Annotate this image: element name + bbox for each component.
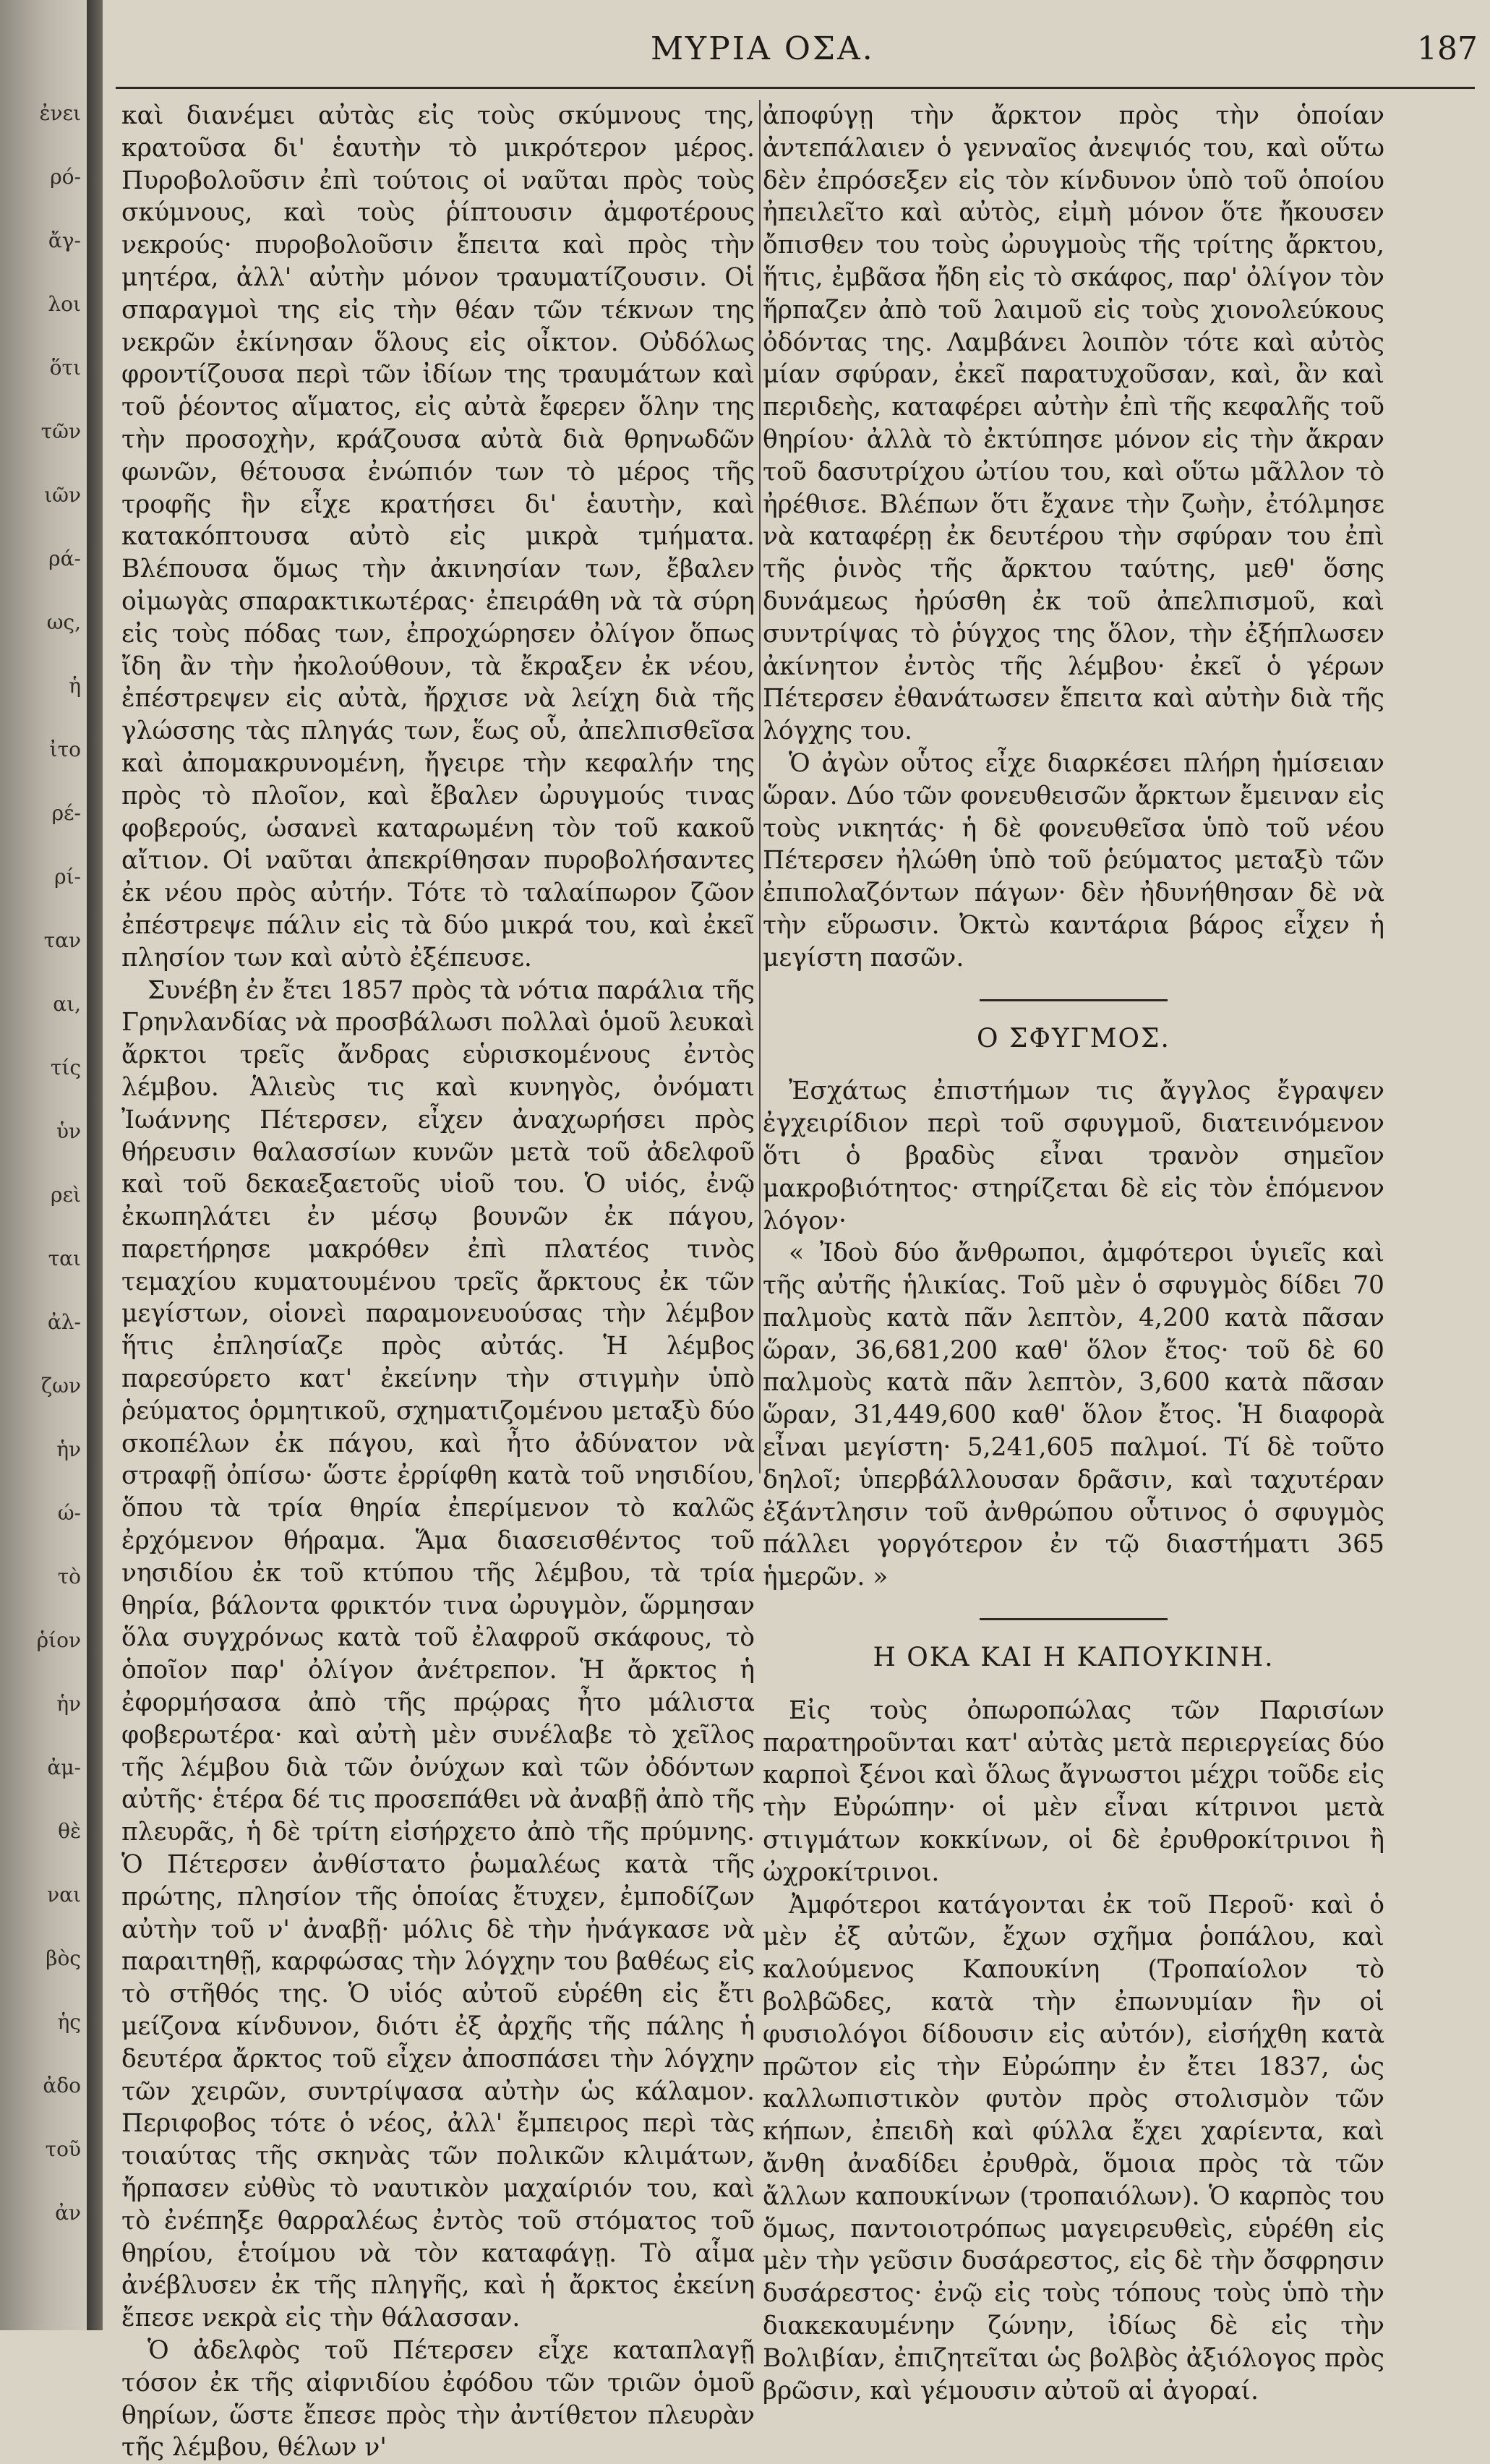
section-title-oka-kapoukini: Η ΟΚΑ ΚΑΙ Η ΚΑΠΟΥΚΙΝΗ. <box>873 1643 1275 1673</box>
previous-page-fragment: τοῦ <box>45 2137 81 2161</box>
previous-page-fragment: ώ- <box>57 1501 81 1525</box>
previous-page-fragment: ρό- <box>50 165 81 189</box>
previous-page-fragment: ἀν <box>55 2201 81 2225</box>
previous-page-fragment: ρά- <box>48 547 81 570</box>
section-title-sfygmos: Ο ΣΦΥΓΜΟΣ. <box>977 1023 1170 1053</box>
previous-page-fragment: ἀδο <box>43 2074 81 2097</box>
section-rule <box>980 1618 1168 1620</box>
previous-page-fragment: ἀλ- <box>47 1310 81 1334</box>
previous-page-fragment: ἡ <box>69 674 81 698</box>
previous-page-fragment: ιῶν <box>44 483 81 507</box>
previous-page-fragment: θὲ <box>58 1819 81 1843</box>
paragraph: καὶ διανέμει αὐτὰς εἰς τοὺς σκύμνους της, κρατοῦσα δι' ἑαυτὴν τὸ μικρότερον μέρος. Πυροβολοῦσιν ἐπὶ τούτοις οἱ ναῦται πρὸς τοὺς σκύμνους, καὶ τοὺς ῥίπτουσιν ἀμφοτέρους νεκρούς· πυροβολοῦσιν ἔπειτα καὶ πρὸς τὴν μητέρα, ἀλλ' αὐτὴν μόνον τραυματίζουσιν. Οἱ σπαραγμοὶ της εἰς τὴν θέαν τῶν τέκνων της νεκρῶν ἐκίνησαν ὅλους εἰς οἶκτον. Οὐδόλως φροντίζουσα περὶ τῶν ἰδίων της τραυμάτων καὶ τοῦ ῥέοντος αἵματος, εἰς αὐτὰ ἔφερεν ὅλην της τὴν προσοχὴν, κράζουσα αὐτὰ διὰ θρηνωδῶν φωνῶν, θέτουσα ἐνώπιόν των τὸ μέρος τῆς τροφῆς ἣν εἶχε κρατήσει δι' ἑαυτὴν, καὶ κατακόπτουσα αὐτὸ εἰς μικρὰ τμήματα. Βλέπουσα ὅμως τὴν ἀκινησίαν των, ἔβαλεν οἰμωγὰς σπαρακτικωτέρας· ἐπειράθη νὰ τὰ σύρη εἰς τοὺς πόδας των, ἐπροχώρησεν ὀλίγον ὅπως ἴδη ἂν τὴν ἠκολούθουν, τὰ ἔκραξεν ἐκ νέου, ἐπέστρεψεν εἰς αὐτὰ, ἤρχισε νὰ λείχη διὰ τῆς γλώσσης τὰς πληγάς των, ἕως οὗ, ἀπελπισθεῖσα καὶ ἀπομακρυνομένη, ἤγειρε τὴν κεφαλήν της πρὸς τὸ πλοῖον, καὶ ἔβαλεν ὠρυγμούς τινας φοβερούς, ὡσανεὶ καταρωμένη τὸν τοῦ κακοῦ αἴτιον. Οἱ ναῦται ἀπεκρίθησαν πυροβολήσαντες ἐκ νέου πρὸς αὐτήν. Τότε τὸ ταλαίπωρον ζῶον ἐπέστρεψε πάλιν εἰς τὰ δύο μικρά του, καὶ ἐκεῖ πλησίον των καὶ αὐτὸ ἐξέπευσε. <box>121 101 755 972</box>
previous-page-fragment: βὸς <box>46 1946 81 1970</box>
paragraph: Ὁ ἀγὼν οὗτος εἶχε διαρκέσει πλήρη ἡμίσειαν ὥραν. Δύο τῶν φονευθεισῶν ἄρκτων ἔμειναν εἰς τοὺς νικητάς· ἡ δὲ φονευθεῖσα ὑπὸ τοῦ νέου Πέτερσεν ἠλώθη ὑπὸ τοῦ ῥεύματος μεταξὺ τῶν ἐπιπολαζόντων πάγων· δὲν ἠδυνήθησαν δὲ νὰ τὴν εὕρωσιν. Ὀκτὼ καντάρια βάρος εἶχεν ἡ μεγίστη πασῶν. <box>763 748 1384 972</box>
previous-page-fragment: ταν <box>43 928 81 952</box>
previous-page-fragment: ἐνει <box>39 101 81 125</box>
previous-page-fragment: τίς <box>50 1056 81 1079</box>
previous-page-fragment: ἡς <box>57 2010 81 2034</box>
previous-page-fragment: ρεὶ <box>51 1183 81 1207</box>
running-head: ΜΥΡΙΑ ΟΣΑ. <box>651 30 875 67</box>
right-column <box>763 100 1384 2405</box>
previous-page-fragment: ως, <box>46 610 81 634</box>
previous-page-fragment: τὸ <box>57 1565 81 1588</box>
paragraph: Ἐσχάτως ἐπιστήμων τις ἄγγλος ἔγραψεν ἐγχειρίδιον περὶ τοῦ σφυγμοῦ, διατεινόμενον ὅτι ὁ βραδὺς εἶναι τρανὸν σημεῖον μακροβιότητος· στηρίζεται δὲ εἰς τὸν ἑπόμενον λόγον· <box>763 1077 1384 1236</box>
paragraph: Εἰς τοὺς ὀπωροπώλας τῶν Παρισίων παρατηροῦνται κατ' αὐτὰς μετὰ περιεργείας δύο καρποὶ ξένοι καὶ ὅλως ἄγνωστοι μέχρι τοῦδε εἰς τὴν Εὐρώπην· οἱ μὲν εἶναι κίτρινοι μετὰ στιγμάτων κοκκίνων, οἱ δὲ ἐρυθροκίτρινοι ἢ ὠχροκίτρινοι. <box>763 1695 1384 1887</box>
previous-page-fragment: ται <box>48 1246 81 1270</box>
previous-page-fragment: ζων <box>40 1374 81 1398</box>
previous-page-fragment: ῥίον <box>36 1628 81 1652</box>
page-header <box>116 20 1478 78</box>
previous-page-fragment: ἡν <box>56 1692 81 1716</box>
page-number: 187 <box>1417 30 1478 67</box>
column-divider <box>759 100 761 1473</box>
previous-page-fragment: ρί- <box>54 865 81 889</box>
previous-page-fragment: ἀμ- <box>47 1755 81 1779</box>
previous-page-fragment: ἄγ- <box>48 228 81 252</box>
previous-page-fragment: ὑν <box>56 1119 81 1143</box>
previous-page-fragment: ἡν <box>56 1437 81 1461</box>
previous-page-edge <box>0 0 87 2330</box>
paragraph: ἀποφύγῃ τὴν ἄρκτον πρὸς τὴν ὁποίαν ἀντεπάλαιεν ὁ γενναῖος ἀνεψιός του, καὶ οὕτω δὲν ἐπρόσεξεν εἰς τὸν κίνδυνον ὑπὸ τοῦ ὁποίου ἠπειλεῖτο καὶ αὐτὸς, εἰμὴ μόνον ὅτε ἤκουσεν ὄπισθεν του τοὺς ὠρυγμοὺς τῆς τρίτης ἄρκτου, ἥτις, ἐμβᾶσα ἤδη εἰς τὸ σκάφος, παρ' ὀλίγον τὸν ἥρπαζεν ἀπὸ τοῦ λαιμοῦ εἰς τοὺς χιονολεύκους ὀδόντας της. Λαμβάνει λοιπὸν τότε καὶ αὐτὸς μίαν σφύραν, ἐκεῖ παρατυχοῦσαν, καὶ, ἂν καὶ περιδεὴς, καταφέρει αὐτὴν ἐπὶ τῆς κεφαλῆς τοῦ θηρίου· ἀλλὰ τὸ ἐκτύπησε μόνον εἰς τὴν ἄκραν τοῦ δασυτρίχου ὠτίου του, καὶ οὕτω μᾶλλον τὸ ἠρέθισε. Βλέπων ὅτι ἔχανε τὴν ζωὴν, ἐτόλμησε νὰ καταφέρῃ ἐκ δευτέρου τὴν σφύραν του ἐπὶ τῆς ῥινὸς τῆς ἄρκτου ταύτης, μεθ' ὅσης δυνάμεως ἠρύσθη ἐκ τοῦ ἀπελπισμοῦ, καὶ συντρίψας τὸ ῥύγχος της ὅλον, τὴν ἐξήπλωσεν ἀκίνητον ἐντὸς τῆς λέμβου· ἐκεῖ ὁ γέρων Πέτερσεν ἐθανάτωσεν ἔπειτα καὶ αὐτὴν διὰ τῆς λόγχης του. <box>763 101 1384 746</box>
paragraph: Ἀμφότεροι κατάγονται ἐκ τοῦ Περοῦ· καὶ ὁ μὲν ἐξ αὐτῶν, ἔχων σχῆμα ῥοπάλου, καὶ καλούμενος Καπουκίνη (Τροπαίολον τὸ βολβῶδες, κατὰ τὴν ἐπωνυμίαν ἣν οἱ φυσιολόγοι δίδουσιν εἰς αὐτόν), εἰσήχθη κατὰ πρῶτον εἰς τὴν Εὐρώπην ἐν ἔτει 1837, ὡς καλλωπιστικὸν φυτὸν πρὸς στολισμὸν τῶν κήπων, ἐπειδὴ καὶ φύλλα ἔχει χαρίεντα, καὶ ἄνθη ἀναδίδει ἐρυθρὰ, ὅμοια πρὸς τὰ τῶν ἄλλων καπουκίνων (τροπαιόλων). Ὁ καρπὸς του ὅμως, παντοιοτρόπως μαγειρευθεὶς, εὑρέθη εἰς μὲν τὴν γεῦσιν δυσάρεστος, εἰς δὲ τὴν ὄσφρησιν δυσάρεστος· ἐνῷ εἰς τοὺς τόπους τοὺς ὑπὸ τὴν διακεκαυμένην ζώνην, ἰδίως δὲ εἰς τὴν Βολιβίαν, ἐπιζητεῖται ὡς βολβὸς ἀξιόλογος πρὸς βρῶσιν, καὶ γέμουσιν αὐτοῦ αἱ ἀγοραί. <box>763 1890 1384 2405</box>
previous-page-fragment: ρέ- <box>51 801 81 825</box>
previous-page-fragment: αι, <box>53 992 81 1016</box>
paragraph: Συνέβη ἐν ἔτει 1857 πρὸς τὰ νότια παράλια τῆς Γρηνλανδίας νὰ προσβάλωσι πολλαὶ ὁμοῦ λευκαὶ ἄρκτοι τρεῖς ἄνδρας εὑρισκομένους ἐντὸς λέμβου. Ἁλιεὺς τις καὶ κυνηγὸς, ὀνόματι Ἰωάννης Πέτερσεν, εἶχεν ἀναχωρήσει πρὸς θήρευσιν θαλασσίων κυνῶν μετὰ τοῦ ἀδελφοῦ καὶ τοῦ δεκαεξαετοῦς υἱοῦ του. Ὁ υἱός, ἐνῷ ἐκωπηλάτει ἐν μέσῳ βουνῶν ἐκ πάγου, παρετήρησε μακρόθεν ἐπὶ πλατέος τινὸς τεμαχίου κυματουμένου τρεῖς ἄρκτους ἐκ τῶν μεγίστων, οἱονεὶ παραμονευούσας τὴν λέμβον ἥτις ἐπλησίαζε πρὸς αὐτάς. Ἡ λέμβος παρεσύρετο κατ' ἐκείνην τὴν στιγμὴν ὑπὸ ῥεύματος ὁρμητικοῦ, σχηματιζομένου μεταξὺ δύο σκοπέλων ἐκ πάγου, καὶ ἦτο ἀδύνατον νὰ στραφῇ ὀπίσω· ὥστε ἐρρίφθη κατὰ τοῦ νησιδίου, ὅπου τὰ τρία θηρία ἐπερίμενον τὸ καλῶς ἐρχόμενον θήραμα. Ἅμα διασεισθέντος τοῦ νησιδίου ἐκ τοῦ κτύπου τῆς λέμβου, τὰ τρία θηρία, βάλοντα φρικτόν τινα ὠρυγμὸν, ὥρμησαν ὅλα συγχρόνως κατὰ τοῦ ἐλαφροῦ σκάφους, τὸ ὁποῖον παρ' ὀλίγον ἀνέτρεπον. Ἡ ἄρκτος ἡ ἐφορμήσασα ἀπὸ τῆς πρῴρας ἦτο μάλιστα φοβερωτέρα· καὶ αὐτὴ μὲν συνέλαβε τὸ χεῖλος τῆς λέμβου διὰ τῶν ὀνύχων καὶ τῶν ὀδόντων αὐτῆς· ἑτέρα δέ τις προσεπάθει νὰ ἀναβῇ ἀπὸ τῆς πλευρᾶς, ἡ δὲ τρίτη εἰσήρχετο ἀπὸ τῆς πρύμνης. Ὁ Πέτερσεν ἀνθίστατο ῥωμαλέως κατὰ τῆς πρώτης, πλησίον τῆς ὁποίας ἔτυχεν, ἐμποδίζων αὐτὴν τοῦ ν' ἀναβῇ· μόλις δὲ τὴν ἠνάγκασε νὰ παραιτηθῇ, καρφώσας τὴν λόγχην του βαθέως εἰς τὸ στῆθός της. Ὁ υἱός αὐτοῦ εὑρέθη εἰς ἔτι μείζονα κίνδυνον, διότι ἐξ ἀρχῆς τῆς πάλης ἡ δευτέρα ἄρκτος τοῦ εἶχεν ἀποσπάσει τὴν λόγχην τῶν χειρῶν, συντρίψασα αὐτὴν ὡς κάλαμον. Περιφοβος τότε ὁ νέος, ἀλλ' ἔμπειρος περὶ τὰς τοιαύτας τῆς σκηνὰς τῶν πολικῶν κλιμάτων, ἤρπασεν εὐθὺς τὸ ναυτικὸν μαχαίριόν του, καὶ τὸ ἐνέπηξε θαρραλέως ἐντὸς τοῦ στόματος τοῦ θηρίου, ἑτοίμου νὰ τὸν καταφάγῃ. Τὸ αἷμα ἀνέβλυσεν ἐκ τῆς πληγῆς, καὶ ἡ ἄρκτος ἐκείνη ἔπεσε νεκρὰ εἰς τὴν θάλασσαν. <box>121 975 755 2333</box>
previous-page-fragment: ὅτι <box>49 356 81 380</box>
left-column <box>121 100 755 2463</box>
previous-page-fragment: τῶν <box>40 419 81 443</box>
section-rule <box>980 999 1168 1001</box>
previous-page-fragment: ἰτο <box>49 737 81 761</box>
paragraph: Ὁ ἀδελφὸς τοῦ Πέτερσεν εἶχε καταπλαγῇ τόσον ἐκ τῆς αἰφνιδίου ἐφόδου τῶν τριῶν ὁμοῦ θηρίων, ὥστε ἔπεσε πρὸς τὴν ἀντίθετον πλευρὰν τῆς λέμβου, θέλων ν' <box>121 2335 755 2463</box>
book-gutter <box>87 0 103 2330</box>
previous-page-fragment: λοι <box>48 292 81 316</box>
header-rule <box>116 87 1475 89</box>
quote-paragraph: « Ἰδοὺ δύο ἄνθρωποι, ἀμφότεροι ὑγιεῖς καὶ τῆς αὐτῆς ἡλικίας. Τοῦ μὲν ὁ σφυγμὸς δίδει 70 παλμοὺς κατὰ πᾶν λεπτὸν, 4,200 κατὰ πᾶσαν ὥραν, 36,681,200 καθ' ὅλον ἔτος· τοῦ δὲ 60 παλμοὺς κατὰ πᾶν λεπτὸν, 3,600 κατὰ πᾶσαν ὥραν, 31,449,600 καθ' ὅλον ἔτος. Ἡ διαφορὰ εἶναι μεγίστη· 5,241,605 παλμοί. Τί δὲ τοῦτο δηλοῖ; ὑπερβάλλουσαν δρᾶσιν, καὶ ταχυτέραν ἐξάντλησιν τοῦ ἀνθρώπου οὗτινος ὁ σφυγμὸς πάλλει γοργότερον ἐν τῷ διαστήματι 365 ἡμερῶν. » <box>763 1239 1384 1592</box>
previous-page-fragment: ναι <box>47 1883 81 1907</box>
